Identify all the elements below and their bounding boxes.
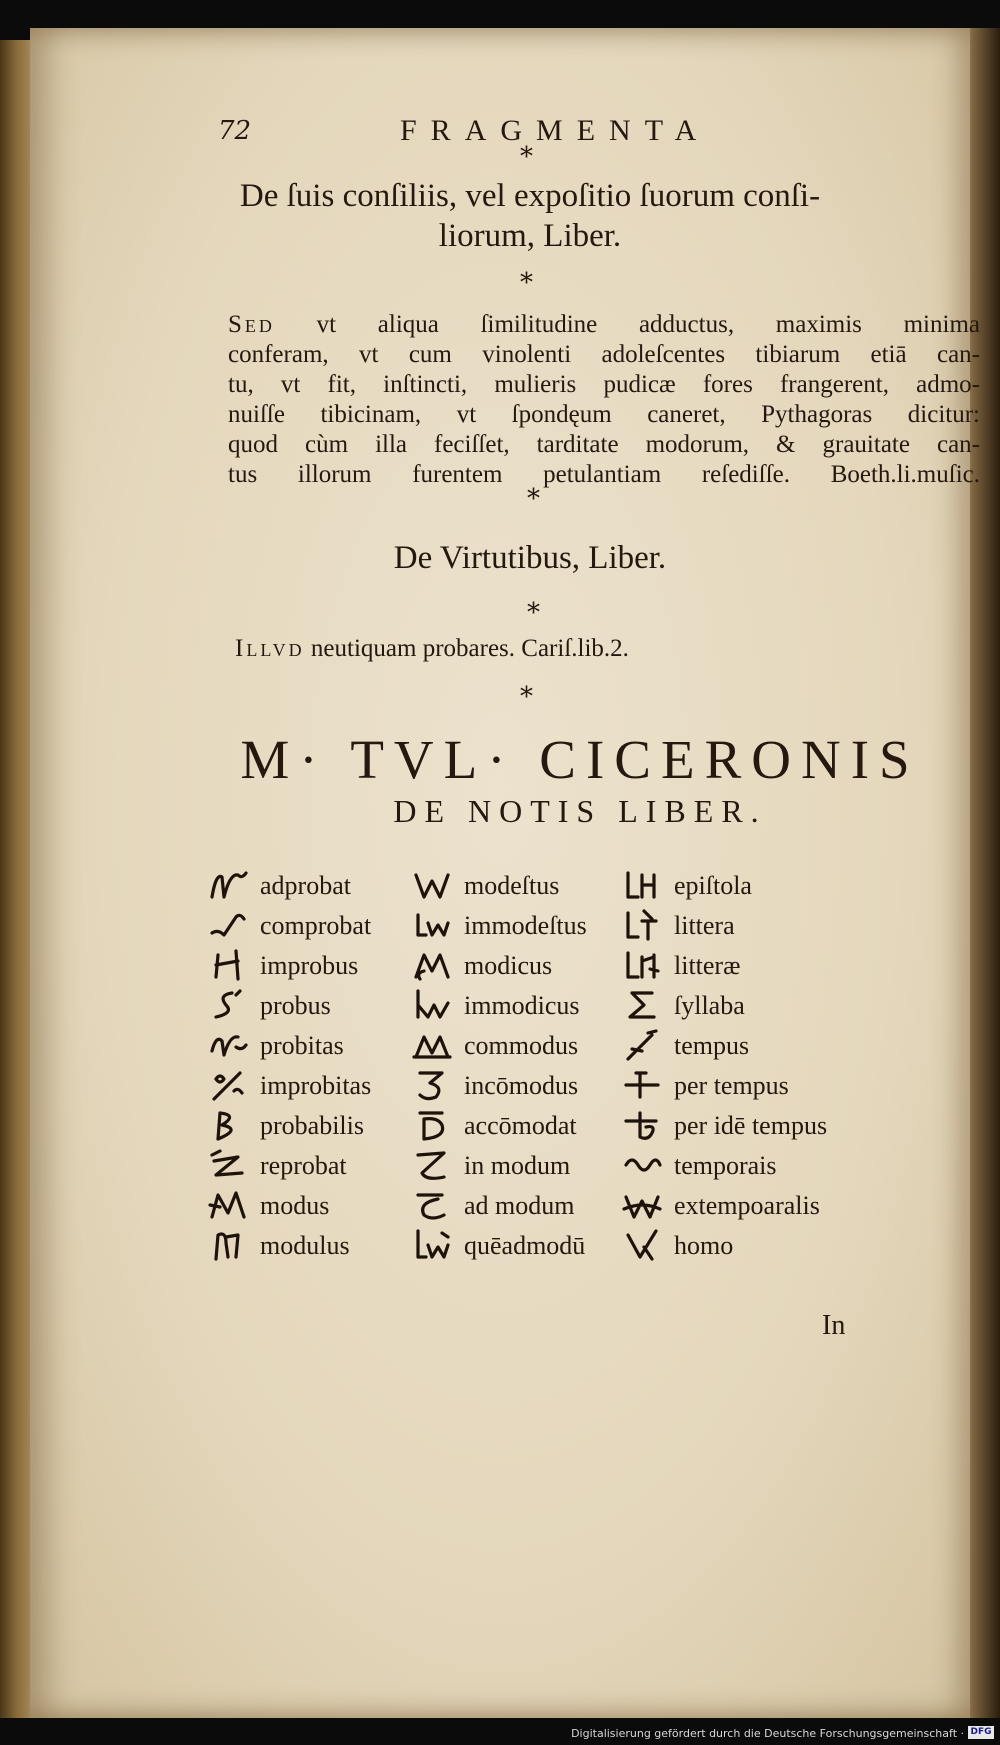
tironian-note-word: improbus xyxy=(260,951,359,980)
initial-word: Sed xyxy=(228,311,275,338)
asterisk: * xyxy=(527,598,540,628)
tironian-symbol-icon xyxy=(620,1107,668,1145)
tironian-note-word: immodeſtus xyxy=(464,911,587,940)
asterisk: * xyxy=(520,268,533,298)
heading-line: liorum, Liber. xyxy=(438,218,622,254)
tironian-symbol-icon xyxy=(620,867,668,905)
paragraph-line: quod cùm illa feciſſet, tarditate modorum, & grauitate can- xyxy=(228,431,980,458)
tironian-symbol-icon xyxy=(206,1147,254,1185)
dfg-logo: DFG xyxy=(968,1726,994,1739)
tironian-note-word: modus xyxy=(260,1191,330,1220)
tironian-note-word: tempus xyxy=(674,1031,750,1060)
illud-line xyxy=(235,634,835,664)
catchword: In xyxy=(822,1310,846,1341)
tironian-symbol-icon xyxy=(410,1147,458,1185)
tironian-symbol-icon xyxy=(620,1227,668,1265)
tironian-note-word: accōmodat xyxy=(464,1111,577,1140)
tironian-note-word: comprobat xyxy=(260,911,372,940)
tironian-note-word: litteræ xyxy=(674,951,741,980)
paragraph-line: conferam, vt cum vinolenti adoleſcentes tibiarum etiā can- xyxy=(228,341,980,368)
tironian-symbol-icon xyxy=(206,987,254,1025)
tironian-note-word: adprobat xyxy=(260,871,351,900)
tironian-symbol-icon xyxy=(410,1067,458,1105)
initial-word: Illvd xyxy=(235,635,305,662)
tironian-symbol-icon xyxy=(620,1027,668,1065)
tironian-note-row xyxy=(410,1226,587,1266)
tironian-note-row xyxy=(410,1106,587,1146)
tironian-note-word: immodicus xyxy=(464,991,580,1020)
section-heading-consiliis xyxy=(180,176,880,256)
tironian-symbol-icon xyxy=(206,907,254,945)
tironian-note-row xyxy=(410,986,587,1026)
tironian-note-row xyxy=(620,906,827,946)
page-number: 72 xyxy=(218,116,252,146)
tironian-note-word: probabilis xyxy=(260,1111,364,1140)
tironian-symbol-icon xyxy=(620,987,668,1025)
tironian-note-row xyxy=(206,946,371,986)
tironian-note-row xyxy=(620,1146,827,1186)
tironian-note-row xyxy=(410,1026,587,1066)
notes-column-1 xyxy=(206,866,371,1266)
line-text: neutiquam probares. Cariſ.lib.2. xyxy=(304,635,629,662)
tironian-note-row xyxy=(206,986,371,1026)
tironian-symbol-icon xyxy=(206,867,254,905)
tironian-note-row xyxy=(620,1026,827,1066)
tironian-note-word: modicus xyxy=(464,951,553,980)
tironian-note-row xyxy=(206,1066,371,1106)
tironian-note-word: probus xyxy=(260,991,331,1020)
tironian-symbol-icon xyxy=(410,907,458,945)
tironian-note-word: extempoaralis xyxy=(674,1191,820,1220)
tironian-note-row xyxy=(410,1146,587,1186)
tironian-symbol-icon xyxy=(410,1227,458,1265)
tironian-note-row xyxy=(410,946,587,986)
tironian-symbol-icon xyxy=(410,867,458,905)
tironian-symbol-icon xyxy=(206,1027,254,1065)
tironian-note-word: ad modum xyxy=(464,1191,575,1220)
tironian-note-word: probitas xyxy=(260,1031,344,1060)
tironian-note-row xyxy=(620,1106,827,1146)
tironian-note-word: incōmodus xyxy=(464,1071,579,1100)
tironian-symbol-icon xyxy=(410,1187,458,1225)
asterisk: * xyxy=(520,142,533,172)
tironian-symbol-icon xyxy=(620,947,668,985)
footer-credit: Digitalisierung gefördert durch die Deutsche Forschungsgemeinschaft · xyxy=(571,1727,964,1740)
tironian-note-row xyxy=(206,1226,371,1266)
tironian-note-word: ſyllaba xyxy=(674,991,745,1020)
running-head: FRAGMENTA xyxy=(400,114,711,147)
tironian-symbol-icon xyxy=(206,1187,254,1225)
tironian-note-word: homo xyxy=(674,1231,734,1260)
tironian-note-word: temporais xyxy=(674,1151,777,1180)
tironian-note-row xyxy=(206,906,371,946)
tironian-note-word: reprobat xyxy=(260,1151,347,1180)
tironian-note-row xyxy=(620,1186,827,1226)
tironian-note-row xyxy=(620,1066,827,1106)
book-page xyxy=(30,28,980,1718)
paragraph-line xyxy=(228,310,980,340)
tironian-symbol-icon xyxy=(620,1147,668,1185)
work-title: M· TVL· CICERONIS xyxy=(240,729,920,790)
tironian-symbol-icon xyxy=(620,907,668,945)
tironian-note-row xyxy=(620,946,827,986)
tironian-note-word: littera xyxy=(674,911,735,940)
tironian-note-word: modeſtus xyxy=(464,871,560,900)
notes-column-3 xyxy=(620,866,827,1266)
paragraph-line: tus illorum furentem petulantiam reſediſſe. Boeth.li.muſic. xyxy=(228,461,980,488)
tironian-note-word: in modum xyxy=(464,1151,571,1180)
line-text: vt aliqua ſimilitudine adductus, maximis minima xyxy=(274,311,980,338)
tironian-note-word: epiſtola xyxy=(674,871,752,900)
paragraph-line: nuiſſe tibicinam, vt ſpondęum caneret, Pythagoras dicitur: xyxy=(228,401,980,428)
tironian-note-word: modulus xyxy=(260,1231,350,1260)
tironian-note-word: per idē tempus xyxy=(674,1111,828,1140)
heading-line: De ſuis conſiliis, vel expoſitio ſuorum conſi- xyxy=(239,178,821,214)
asterisk: * xyxy=(520,682,533,712)
tironian-symbol-icon xyxy=(206,1067,254,1105)
tironian-note-row xyxy=(206,1106,371,1146)
paragraph-line: tu, vt fit, inſtincti, mulieris pudicæ fores frangerent, admo- xyxy=(228,371,980,398)
notes-column-2 xyxy=(410,866,587,1266)
tironian-note-word: per tempus xyxy=(674,1071,789,1100)
work-subtitle: DE NOTIS LIBER. xyxy=(393,793,767,829)
tironian-note-row xyxy=(410,906,587,946)
tironian-symbol-icon xyxy=(206,1227,254,1265)
tironian-note-word: quēadmodū xyxy=(464,1231,586,1260)
tironian-symbol-icon xyxy=(206,1107,254,1145)
tironian-note-row xyxy=(206,866,371,906)
tironian-symbol-icon xyxy=(206,947,254,985)
boethius-paragraph xyxy=(228,310,980,490)
tironian-note-row xyxy=(620,1226,827,1266)
tironian-note-row xyxy=(206,1146,371,1186)
tironian-note-row xyxy=(410,866,587,906)
tironian-note-row xyxy=(206,1026,371,1066)
tironian-note-word: commodus xyxy=(464,1031,579,1060)
tironian-note-row xyxy=(206,1186,371,1226)
tironian-symbol-icon xyxy=(410,987,458,1025)
tironian-note-row xyxy=(410,1066,587,1106)
tironian-symbol-icon xyxy=(620,1187,668,1225)
asterisk: * xyxy=(527,484,540,514)
tironian-note-row xyxy=(620,986,827,1026)
section-heading-virtutibus: De Virtutibus, Liber. xyxy=(393,540,667,576)
tironian-symbol-icon xyxy=(410,947,458,985)
tironian-note-row xyxy=(410,1186,587,1226)
tironian-note-row xyxy=(620,866,827,906)
tironian-symbol-icon xyxy=(410,1107,458,1145)
tironian-symbol-icon xyxy=(410,1027,458,1065)
tironian-symbol-icon xyxy=(620,1067,668,1105)
tironian-note-word: improbitas xyxy=(260,1071,372,1100)
